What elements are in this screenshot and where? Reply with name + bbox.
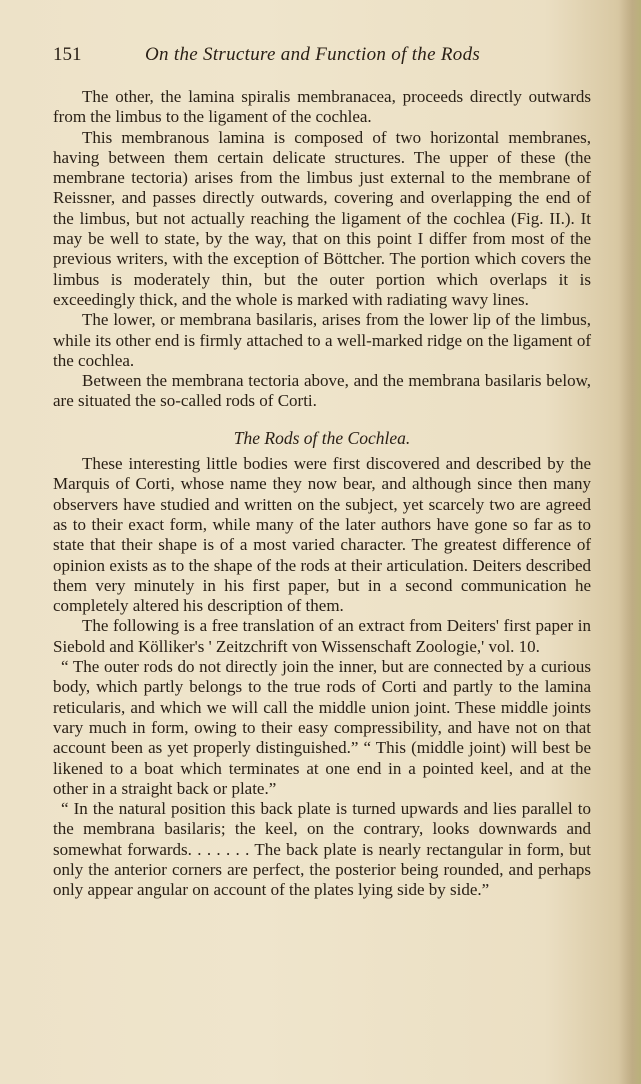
paragraph: The other, the lamina spiralis membranacea, proceeds directly outwards from the limbus to the ligament of the cochlea. xyxy=(53,87,591,127)
paragraph: Between the membrana tectoria above, and the membrana basilaris below, are situated the so-called rods of Corti. xyxy=(53,371,591,411)
page-number: 151 xyxy=(53,44,82,65)
quote-paragraph: “ In the natural position this back plate is turned upwards and lies parallel to the membrana basilaris; the keel, on the contrary, looks downwards and somewhat forwards. . . . . . . The back plate is nearly rectangular in form, but only the anterior corners are perfect, the posterior being rounded, and perhaps only appear angular on account of the plates lying side by side.” xyxy=(53,799,591,900)
paragraph: The following is a free translation of an extract from Deiters' first paper in Siebold and Kölliker's ' Zeitzchrift von Wissenschaft Zoologie,' vol. 10. xyxy=(53,616,591,656)
quote-paragraph: “ The outer rods do not directly join the inner, but are connected by a curious body, which partly belongs to the true rods of Corti and partly to the lamina reticularis, and which we will call the middle union joint. These middle joints vary much in form, owing to their easy compressibility, and have not on that account been as yet properly distinguished.” “ This (middle joint) will best be likened to a boat which terminates at one end in a pointed keel, and at the other in a straight back or plate.” xyxy=(53,657,591,798)
paragraph: This membranous lamina is composed of two horizontal membranes, having between them certain delicate structures. The upper of these (the membrane tectoria) arises from the limbus just external to the membrane of Reissner, and passes directly outwards, covering and overlapping the end of the limbus, but not actually reaching the ligament of the cochlea (Fig. II.). It may be well to state, by the way, that on this point I differ from most of the previous writers, with the exception of Böttcher. The portion which covers the limbus is moderately thin, but the outer portion which overlaps it is exceedingly thick, and the whole is marked with radiating wavy lines. xyxy=(53,127,591,309)
page-edge-shadow xyxy=(619,0,641,1084)
paragraph: The lower, or membrana basilaris, arises from the lower lip of the limbus, while its other end is firmly attached to a well-marked ridge on the ligament of the cochlea. xyxy=(53,310,591,370)
section-heading: The Rods of the Cochlea. xyxy=(233,427,411,448)
paragraph: These interesting little bodies were first discovered and described by the Marquis of Corti, whose name they now bear, and although since then many observers have studied and written on the subject, yet scarcely two are agreed as to their exact form, while many of the later authors have gone so far as to state that their shape is of a most varied character. The greatest difference of opinion exists as to the shape of the rods at their articulation. Deiters described them very minutely in his first paper, but in a second communication he completely altered his description of them. xyxy=(53,454,591,616)
body-text xyxy=(53,87,591,901)
page-header xyxy=(53,44,593,70)
running-title: On the Structure and Function of the Rods xyxy=(145,44,481,65)
